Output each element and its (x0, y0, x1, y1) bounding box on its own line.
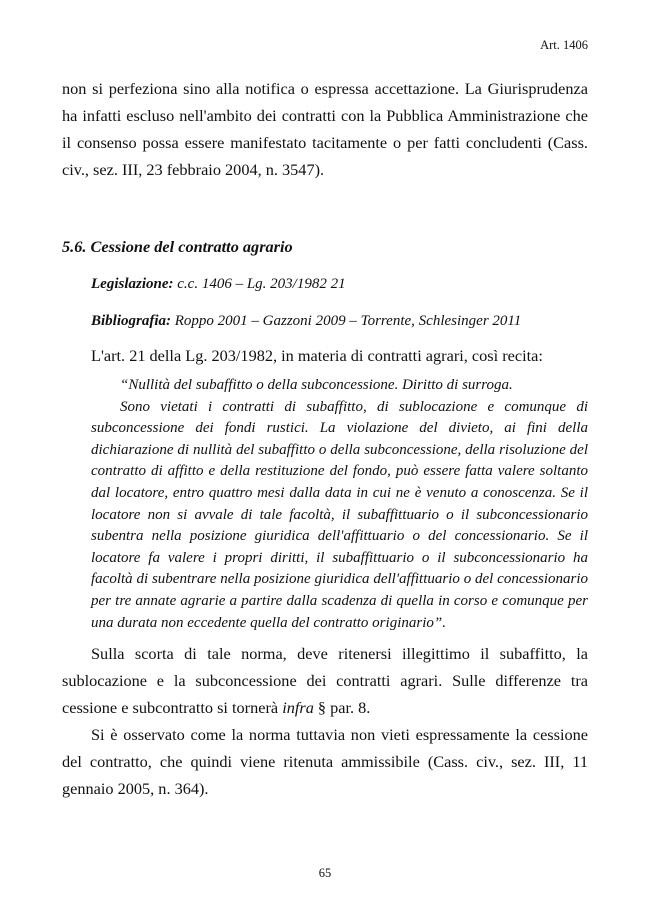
paragraph-cessione: Si è osservato come la norma tuttavia non vieti espressamente la cessione del contratto, che quindi viene ritenuta ammissibile (Cass. civ., sez. III, 11 gennaio 2005, n. 364). (62, 725, 588, 799)
quote-body: Sono vietati i contratti di subaffitto, di sublocazione e comunque di subconcessione dei fondi rustici. La violazione del divieto, ai fini della dichiarazione di nullità del subaffitto o della subconcessione, della risoluzione del contratto di affitto e della restituzione del fondo, può essere fatta valere soltanto dal locatore, entro quattro mesi dalla data in cui ne è venuto a conoscenza. Se il locatore non si avvale di tale facoltà, il subaffittuario o il subconcessionario subentra nella posizione giuridica dell'affittuario o del concessionario. Se il locatore fa valere i propri diritti, il subaffittuario o il subconcessionario ha facoltà di subentrare nella posizione giuridica dell'affittuario o del concessionario per tre annate agrarie a partire dalla scadenza di quella in corso e comunque per una durata non eccedente quella del contratto originario”. (91, 398, 588, 631)
legislation-line (91, 274, 588, 294)
page-content (62, 75, 588, 802)
bibliography-value: Roppo 2001 – Gazzoni 2009 – Torrente, Schlesinger 2011 (174, 313, 522, 329)
quote-heading: “Nullità del subaffitto o della subconcessione. Diritto di surroga. (120, 377, 513, 393)
paragraph-subaffitto-text: Sulla scorta di tale norma, deve ritenersi illegittimo il subaffitto, la sublocazione e la subconcessione dei contratti agrari. Sulle differenze tra cessione e subcontratto si tornerà (62, 644, 588, 718)
legislation-label: Legislazione: (91, 276, 174, 292)
infra-emphasis: infra (282, 698, 314, 718)
quote-intro: L'art. 21 della Lg. 203/1982, in materia di contratti agrari, così recita: (91, 346, 543, 365)
paragraph-subaffitto (62, 640, 588, 721)
section-title: 5.6. Cessione del contratto agrario (62, 237, 293, 256)
opening-paragraph: non si perfeziona sino alla notifica o espressa accettazione. La Giurisprudenza ha infatti escluso nell'ambito dei contratti con la Pubblica Amministrazione che il consenso possa essere manifestato tacitamente o per fatti concludenti (Cass. civ., sez. III, 23 febbraio 2004, n. 3547). (62, 79, 588, 179)
page-number: 65 (318, 866, 332, 880)
paragraph-subaffitto-ref: § par. 8. (313, 698, 371, 718)
bibliography-line (91, 311, 588, 331)
legislation-value: c.c. 1406 – Lg. 203/1982 21 (177, 276, 346, 292)
bibliography-label: Bibliografia: (91, 313, 172, 329)
block-quote (91, 375, 588, 634)
running-head: Art. 1406 (540, 38, 588, 52)
